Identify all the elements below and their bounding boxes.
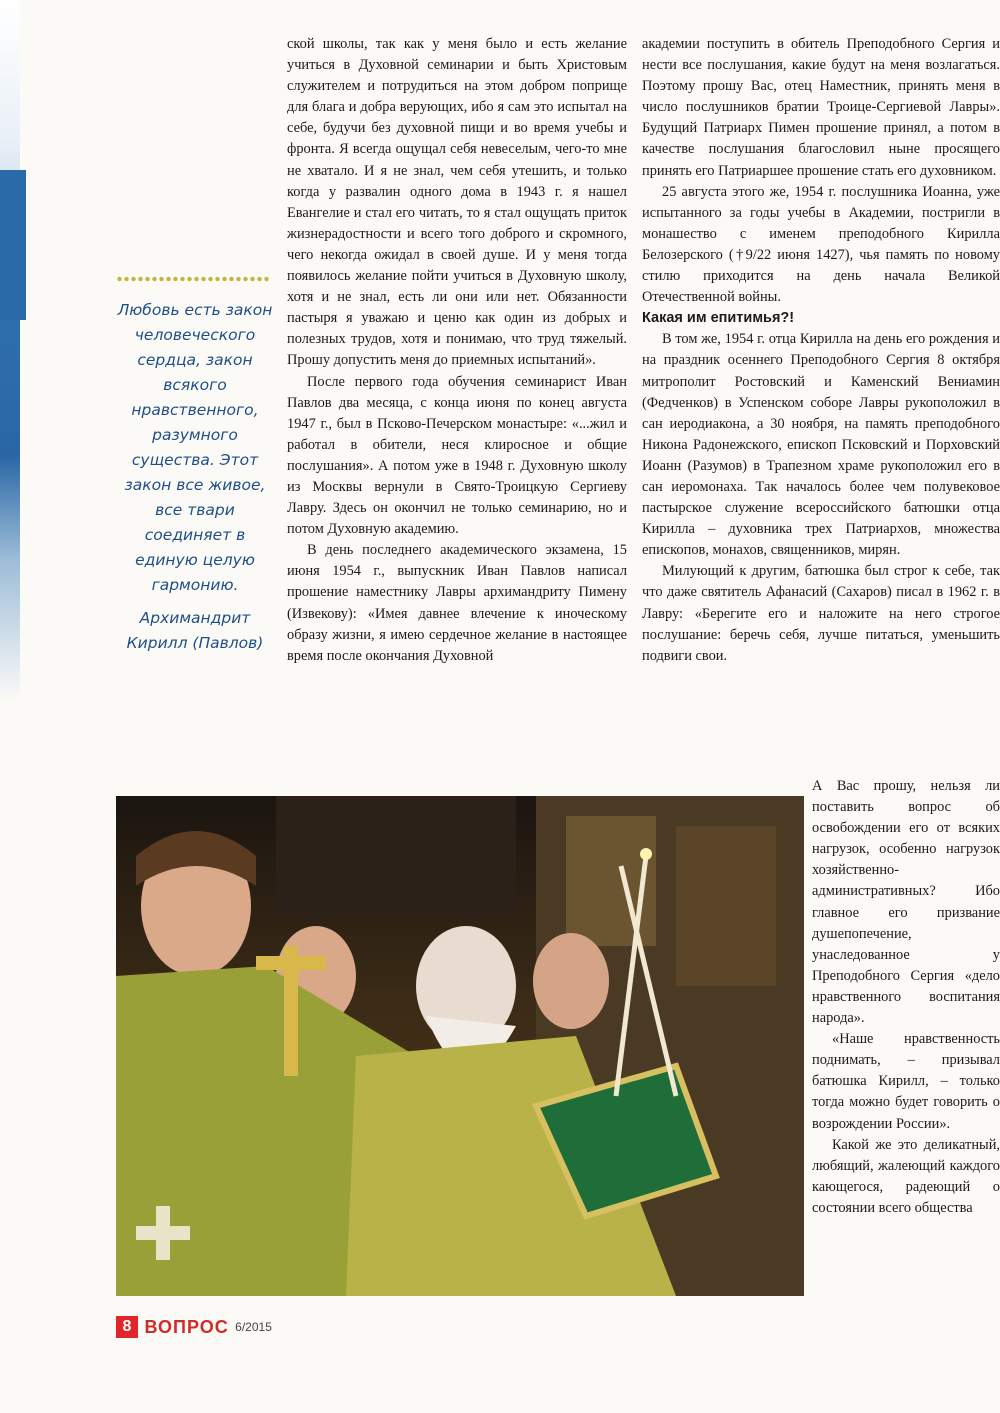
- article-column-1: [287, 34, 627, 667]
- server-face: [533, 933, 609, 1029]
- paragraph: Какой же это деликатный, любящий, жалеющий каждого кающегося, радеющий о состоянии всего общества: [812, 1136, 1000, 1216]
- paragraph: 25 августа этого же, 1954 г. послушника Иоанна, уже испытанного за годы учебы в Академии, постригли в монашество с именем преподобного Кирилла Белозерского (†9/22 июня 1427), чья память по новому стилю приходится на день начала Великой Отечественной войны.: [642, 183, 1000, 306]
- quote-dotted-rule: [116, 276, 270, 282]
- paragraph: В том же, 1954 г. отца Кирилла на день его рождения и на праздник осеннего Преподобного Сергия 8 октября митрополит Ростовский и Каменский Вениамин (Федченков) в Успенском соборе Лавры рукоположил в сан иеродиакона, а 30 ноября, на память преподобного Никона Радонежского, епископ Псковский и Порховский Иоанн (Разумов) в Трапезном храме рукоположил его в сан иеромонаха. Так началось более чем полувековое пастырское служение всероссийского батюшки отца Кирилла – духовника трех Патриархов, множества епископов, монахов, священников, мирян.: [642, 331, 1000, 559]
- liturgy-photo-illustration: [116, 796, 804, 1296]
- altar-cross-bar: [256, 956, 326, 970]
- issue-number: 6/2015: [235, 1320, 272, 1334]
- article-column-3: [812, 776, 1000, 1219]
- paragraph: А Вас прошу, нельзя ли поставить вопрос об освобождении его от всяких нагрузок, особенно нагрузок хозяйственно-административных? Ибо главное его призвание душепопечение, унаследованное у Преподобного Сергия «дело нравственного воспитания народа».: [812, 778, 1000, 1027]
- candle-flame: [640, 848, 652, 860]
- paragraph: Милующий к другим, батюшка был строг к себе, так что даже святитель Афанасий (Сахаров) писал в 1962 г. в Лавру: «Берегите его и наложите на него строгое послушание: беречь себя, лучше питаться, уменьшить подвиги свои.: [642, 563, 1000, 664]
- page-number: 8: [116, 1316, 138, 1338]
- sidebar-quote-text: Любовь есть закон человеческого сердца, закон всякого нравственного, разумного существа. Этот закон все живое, все твари соединяет в единую целую гармонию.: [117, 301, 273, 594]
- church-interior: [276, 796, 516, 916]
- section-heading: Какая им епитимья?!: [642, 310, 795, 327]
- decorative-blue-band: [0, 0, 20, 700]
- magazine-name: ВОПРОС: [144, 1316, 229, 1337]
- paragraph: академии поступить в обитель Преподобного Сергия и нести все послушания, какие будут на меня возлагаться. Поэтому прошу Вас, отец Наместник, принять меня в число послушников братии Троице-Сергиевой Лавры». Будущий Патриарх Пимен прошение принял, а потом в качестве послушания благословил ныне просящего принять его Патриаршее прошение стать его духовником.: [642, 36, 1000, 179]
- page-footer: [116, 1316, 272, 1342]
- sidebar-quote-author: Архимандрит Кирилл (Павлов): [126, 609, 264, 652]
- paragraph: В день последнего академического экзамена, 15 июня 1954 г., выпускник Иван Павлов написал прошение наместнику Лавры архимандриту Пимену (Извекову): «Имея давнее влечение к иноческому образу жизни, я имею сердечное желание в настоящее время после окончания Духовной: [287, 542, 627, 664]
- decorative-blue-block: [0, 170, 26, 320]
- paragraph: После первого года обучения семинарист Иван Павлов два месяца, с конца июня по конец августа 1947 г., был в Псково-Печерском монастыре: «...жил и работал в обители, неся клиросное и общие послушания». А потом уже в 1948 г. Духовную школу из Москвы вернули в Свято-Троицкую Сергиеву Лавру. Здесь он окончил не только семинарию, но и потом Духовную академию.: [287, 373, 627, 538]
- icon-panel: [676, 826, 776, 986]
- liturgy-photo: [116, 796, 804, 1296]
- paragraph: ской школы, так как у меня было и есть желание учиться в Духовной семинарии и быть Христовым служителем и потрудиться на этом добром поприще для блага и добра верующих, ибо я сам это испытал на себе, будучи без духовной пищи и во время учебы и фронта. Я всегда ощущал себя невеселым, чего-то мне не хватало. И я не знал, чем себя утешить, и только когда у развалин одного дома в 1943 г. я нашел Евангелие и стал его читать, то я стал ощущать приток жизнерадостности и всего того доброго и скромного, чего некогда ожидал в своей душе. И у меня тогда появилось желание пойти учиться в Духовную школу, хотя и не знал, есть ли они или нет. Обязанности пастыря я уважаю и ценю как один из добрых и полезных трудов, хотя и понимаю, что труд тяжелый. Прошу допустить меня до приемных испытаний».: [287, 36, 627, 369]
- article-column-2: [642, 34, 1000, 667]
- sidebar-quote: [112, 298, 278, 664]
- paragraph: «Наше нравственность поднимать, – призывал батюшка Кирилл, – только тогда можно будет говорить о возрождении России».: [812, 1031, 1000, 1132]
